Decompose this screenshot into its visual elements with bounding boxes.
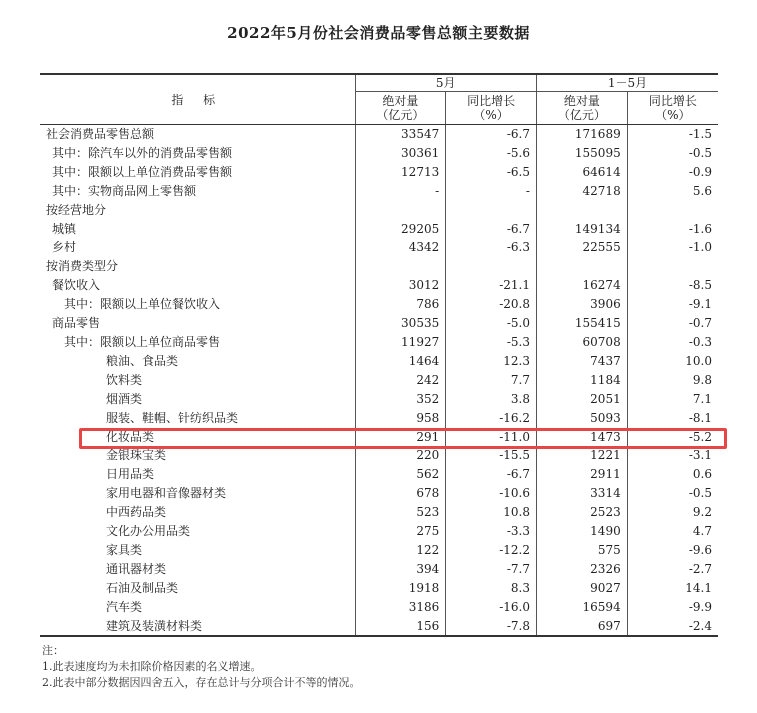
ytd-yoy-cell: 14.1 [627, 579, 718, 598]
month-yoy-cell: 10.8 [446, 503, 537, 522]
ytd-yoy-cell: -2.7 [627, 560, 718, 579]
ytd-abs-cell: 1221 [536, 446, 627, 465]
ytd-abs-cell: 64614 [536, 163, 627, 182]
ytd-abs-cell: 171689 [536, 125, 627, 144]
row-label: 烟酒类 [106, 391, 143, 406]
row-label: 城镇 [52, 221, 77, 236]
ytd-yoy-cell: -8.1 [627, 409, 718, 428]
table-row [40, 560, 718, 579]
table-row [40, 257, 718, 276]
row-label: 其中：限额以上单位商品零售 [64, 334, 221, 349]
note-heading: 注： [42, 644, 64, 657]
ytd-yoy-cell: -9.6 [627, 541, 718, 560]
table-row [40, 238, 718, 257]
ytd-abs-cell: 2523 [536, 503, 627, 522]
month-yoy-cell: -16.2 [446, 409, 537, 428]
page-title: 2022年5月份社会消费品零售总额主要数据 [227, 24, 530, 42]
month-abs-cell [355, 257, 446, 276]
ytd-abs-cell: 2051 [536, 390, 627, 409]
month-yoy-cell: - [446, 182, 537, 201]
ytd-yoy-cell: -0.3 [627, 333, 718, 352]
ytd-abs-header: 绝对量 （亿元） [536, 92, 627, 125]
table-row [40, 428, 718, 447]
retail-sales-table [40, 73, 718, 637]
row-label: 金银珠宝类 [106, 448, 167, 463]
row-label: 文化办公用品类 [106, 524, 191, 539]
month-abs-cell: 220 [355, 446, 446, 465]
month-abs-cell: 156 [355, 617, 446, 637]
table-row [40, 465, 718, 484]
table-row [40, 295, 718, 314]
ytd-abs-cell [536, 257, 627, 276]
month-abs-cell: 786 [355, 295, 446, 314]
month-abs-cell: 678 [355, 484, 446, 503]
ytd-abs-cell: 1490 [536, 522, 627, 541]
month-abs-cell: 958 [355, 409, 446, 428]
table-row [40, 314, 718, 333]
table-row [40, 125, 718, 144]
ytd-abs-cell: 2911 [536, 465, 627, 484]
month-yoy-cell: -7.7 [446, 560, 537, 579]
row-label: 日用品类 [106, 467, 155, 482]
ytd-yoy-cell: -8.5 [627, 276, 718, 295]
month-abs-cell: 394 [355, 560, 446, 579]
month-abs-cell: 275 [355, 522, 446, 541]
ytd-yoy-cell: -2.4 [627, 617, 718, 637]
table-row [40, 579, 718, 598]
month-yoy-cell: -12.2 [446, 541, 537, 560]
table-row [40, 163, 718, 182]
table-row [40, 276, 718, 295]
month-yoy-cell: 8.3 [446, 579, 537, 598]
row-label: 粮油、食品类 [106, 353, 179, 368]
table-row [40, 503, 718, 522]
table-row [40, 617, 718, 637]
ytd-yoy-cell: -5.2 [627, 428, 718, 447]
row-label: 餐饮收入 [52, 278, 101, 293]
row-label: 饮料类 [106, 372, 143, 387]
month-abs-cell: - [355, 182, 446, 201]
month-abs-cell: 30361 [355, 144, 446, 163]
month-abs-header: 绝对量 （亿元） [355, 92, 446, 125]
month-abs-cell: 4342 [355, 238, 446, 257]
ytd-yoy-cell: -0.9 [627, 163, 718, 182]
month-abs-cell: 1918 [355, 579, 446, 598]
ytd-yoy-cell: 9.8 [627, 371, 718, 390]
ytd-yoy-cell [627, 201, 718, 220]
ytd-abs-cell: 697 [536, 617, 627, 637]
ytd-yoy-cell: -9.1 [627, 295, 718, 314]
row-label: 建筑及装潢材料类 [40, 617, 355, 637]
month-abs-cell: 3186 [355, 598, 446, 617]
month-yoy-cell: -6.7 [446, 220, 537, 239]
ytd-abs-cell: 7437 [536, 352, 627, 371]
row-label: 其中：限额以上单位消费品零售额 [52, 164, 233, 179]
ytd-yoy-cell: -1.5 [627, 125, 718, 144]
table-row [40, 333, 718, 352]
ytd-yoy-cell: -3.1 [627, 446, 718, 465]
table-row [40, 352, 718, 371]
note-2: 2.此表中部分数据因四舍五入，存在总计与分项合计不等的情况。 [42, 676, 361, 689]
ytd-abs-cell: 16274 [536, 276, 627, 295]
table-row [40, 182, 718, 201]
ytd-abs-cell: 3314 [536, 484, 627, 503]
row-label: 其中：限额以上单位餐饮收入 [64, 297, 221, 312]
ytd-abs-cell: 155095 [536, 144, 627, 163]
month-yoy-cell: -3.3 [446, 522, 537, 541]
note-1: 1.此表速度均为未扣除价格因素的名义增速。 [42, 660, 262, 673]
ytd-yoy-cell: 4.7 [627, 522, 718, 541]
month-abs-cell: 33547 [355, 125, 446, 144]
month-abs-cell: 242 [355, 371, 446, 390]
month-yoy-cell: 3.8 [446, 390, 537, 409]
month-abs-cell: 29205 [355, 220, 446, 239]
row-label: 中西药品类 [106, 505, 167, 520]
row-label: 服装、鞋帽、针纺织品类 [106, 410, 239, 425]
ytd-abs-cell: 149134 [536, 220, 627, 239]
month-yoy-cell: -6.3 [446, 238, 537, 257]
ytd-abs-cell: 60708 [536, 333, 627, 352]
ytd-yoy-cell: -0.5 [627, 484, 718, 503]
month-abs-cell: 523 [355, 503, 446, 522]
ytd-abs-cell: 42718 [536, 182, 627, 201]
row-label: 石油及制品类 [106, 580, 179, 595]
month-yoy-cell: -10.6 [446, 484, 537, 503]
ytd-abs-cell: 3906 [536, 295, 627, 314]
row-label: 社会消费品零售总额 [46, 127, 155, 141]
ytd-abs-cell: 22555 [536, 238, 627, 257]
table-row [40, 446, 718, 465]
month-yoy-cell [446, 201, 537, 220]
month-yoy-cell: -6.7 [446, 125, 537, 144]
row-label: 其中：实物商品网上零售额 [52, 183, 197, 198]
row-label: 通讯器材类 [106, 561, 167, 576]
table-row [40, 201, 718, 220]
table-row [40, 541, 718, 560]
month-abs-cell: 12713 [355, 163, 446, 182]
row-label: 乡村 [52, 240, 77, 255]
row-label: 按消费类型分 [46, 259, 119, 274]
month-abs-cell: 122 [355, 541, 446, 560]
ytd-yoy-cell: 9.2 [627, 503, 718, 522]
month-yoy-cell: -6.5 [446, 163, 537, 182]
ytd-yoy-cell [627, 257, 718, 276]
ytd-group-header: 1－5月 [536, 74, 718, 92]
month-yoy-cell: -5.0 [446, 314, 537, 333]
ytd-yoy-header: 同比增长 （%） [627, 92, 718, 125]
row-label: 家用电器和音像器材类 [106, 486, 227, 501]
ytd-abs-cell: 1184 [536, 371, 627, 390]
ytd-abs-cell: 9027 [536, 579, 627, 598]
row-label: 化妆品类 [106, 429, 155, 444]
month-group-header: 5月 [355, 74, 536, 92]
ytd-yoy-cell: -0.7 [627, 314, 718, 333]
indicator-header: 指 标 [40, 74, 355, 125]
table-notes [42, 643, 361, 691]
month-yoy-header: 同比增长 （%） [446, 92, 537, 125]
month-abs-cell: 3012 [355, 276, 446, 295]
ytd-yoy-cell: 5.6 [627, 182, 718, 201]
row-label: 商品零售 [52, 316, 101, 331]
ytd-abs-cell: 155415 [536, 314, 627, 333]
table-row [40, 220, 718, 239]
ytd-abs-cell: 5093 [536, 409, 627, 428]
ytd-abs-cell [536, 201, 627, 220]
ytd-yoy-cell: 0.6 [627, 465, 718, 484]
table-row [40, 598, 718, 617]
table-row [40, 144, 718, 163]
ytd-yoy-cell: -0.5 [627, 144, 718, 163]
month-abs-cell: 291 [355, 428, 446, 447]
month-yoy-cell: 7.7 [446, 371, 537, 390]
month-abs-cell [355, 201, 446, 220]
month-yoy-cell: -7.8 [446, 617, 537, 637]
month-yoy-cell [446, 257, 537, 276]
ytd-yoy-cell: 10.0 [627, 352, 718, 371]
month-abs-cell: 1464 [355, 352, 446, 371]
month-yoy-cell: 12.3 [446, 352, 537, 371]
month-yoy-cell: -15.5 [446, 446, 537, 465]
month-abs-cell: 11927 [355, 333, 446, 352]
ytd-yoy-cell: -1.6 [627, 220, 718, 239]
row-label: 按经营地分 [46, 202, 107, 217]
month-abs-cell: 562 [355, 465, 446, 484]
row-label: 其中：除汽车以外的消费品零售额 [52, 145, 233, 160]
month-abs-cell: 352 [355, 390, 446, 409]
ytd-abs-cell: 16594 [536, 598, 627, 617]
ytd-yoy-cell: 7.1 [627, 390, 718, 409]
month-yoy-cell: -5.6 [446, 144, 537, 163]
ytd-yoy-cell: -1.0 [627, 238, 718, 257]
ytd-abs-cell: 2326 [536, 560, 627, 579]
table-row [40, 484, 718, 503]
month-yoy-cell: -20.8 [446, 295, 537, 314]
ytd-abs-cell: 1473 [536, 428, 627, 447]
row-label: 汽车类 [106, 599, 143, 614]
month-yoy-cell: -11.0 [446, 428, 537, 447]
table-row [40, 390, 718, 409]
month-yoy-cell: -5.3 [446, 333, 537, 352]
table-row [40, 522, 718, 541]
month-yoy-cell: -16.0 [446, 598, 537, 617]
ytd-abs-cell: 575 [536, 541, 627, 560]
table-row [40, 371, 718, 390]
month-yoy-cell: -6.7 [446, 465, 537, 484]
month-abs-cell: 30535 [355, 314, 446, 333]
table-row [40, 409, 718, 428]
ytd-yoy-cell: -9.9 [627, 598, 718, 617]
month-yoy-cell: -21.1 [446, 276, 537, 295]
row-label: 家具类 [106, 542, 143, 557]
